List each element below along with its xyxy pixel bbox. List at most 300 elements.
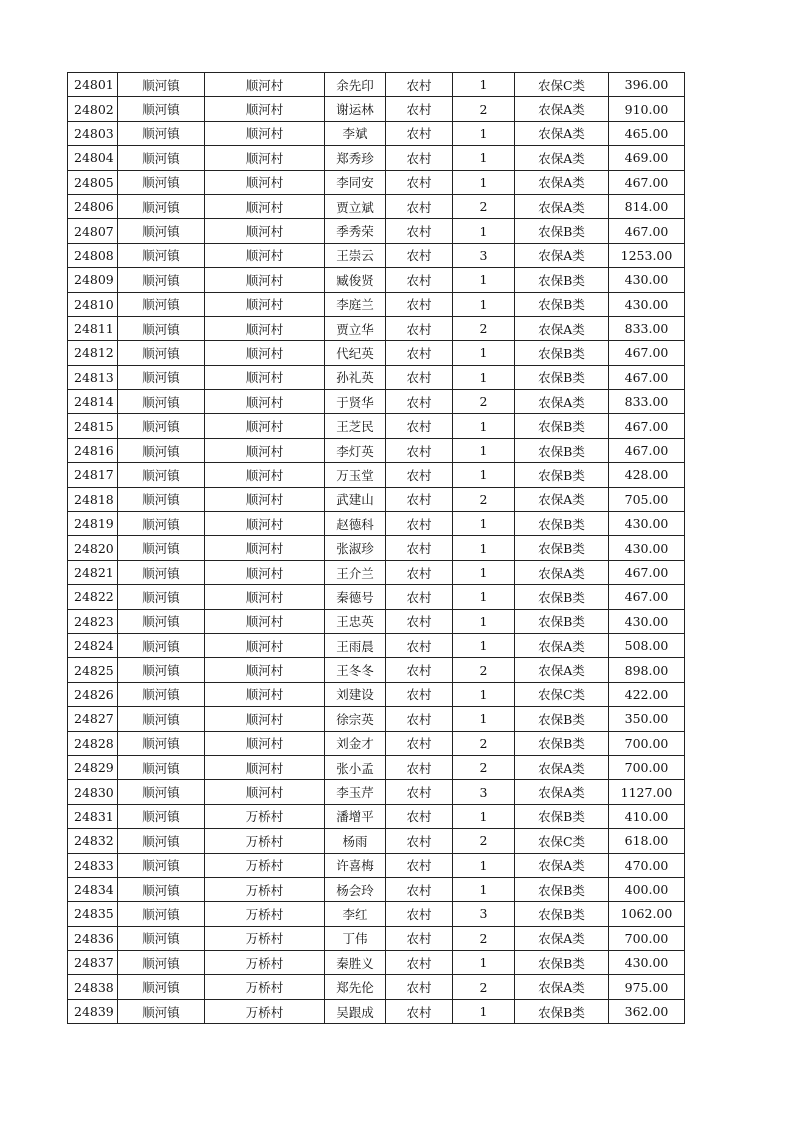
amount-cell: 833.00: [609, 390, 685, 414]
village-cell: 顺河村: [205, 243, 325, 267]
amount-cell: 705.00: [609, 487, 685, 511]
household-type-cell: 农村: [386, 633, 453, 657]
member-count-cell: 3: [453, 902, 515, 926]
town-cell: 顺河镇: [118, 341, 205, 365]
insurance-category-cell: 农保A类: [515, 121, 609, 145]
amount-cell: 410.00: [609, 804, 685, 828]
person-name-cell: 李红: [325, 902, 386, 926]
household-type-cell: 农村: [386, 853, 453, 877]
village-cell: 顺河村: [205, 658, 325, 682]
village-cell: 万桥村: [205, 975, 325, 999]
row-id-cell: 24815: [68, 414, 118, 438]
insurance-category-cell: 农保B类: [515, 707, 609, 731]
member-count-cell: 1: [453, 341, 515, 365]
town-cell: 顺河镇: [118, 243, 205, 267]
insurance-category-cell: 农保A类: [515, 926, 609, 950]
amount-cell: 428.00: [609, 463, 685, 487]
table-row: [68, 487, 685, 511]
member-count-cell: 1: [453, 853, 515, 877]
person-name-cell: 王崇云: [325, 243, 386, 267]
person-name-cell: 王忠英: [325, 609, 386, 633]
row-id-cell: 24830: [68, 780, 118, 804]
person-name-cell: 李玉芹: [325, 780, 386, 804]
amount-cell: 400.00: [609, 877, 685, 901]
table-row: [68, 268, 685, 292]
person-name-cell: 郑秀珍: [325, 146, 386, 170]
household-type-cell: 农村: [386, 975, 453, 999]
member-count-cell: 2: [453, 658, 515, 682]
household-type-cell: 农村: [386, 146, 453, 170]
person-name-cell: 秦胜义: [325, 951, 386, 975]
amount-cell: 362.00: [609, 999, 685, 1023]
household-type-cell: 农村: [386, 365, 453, 389]
amount-cell: 350.00: [609, 707, 685, 731]
household-type-cell: 农村: [386, 512, 453, 536]
household-type-cell: 农村: [386, 414, 453, 438]
household-type-cell: 农村: [386, 682, 453, 706]
amount-cell: 975.00: [609, 975, 685, 999]
household-type-cell: 农村: [386, 390, 453, 414]
row-id-cell: 24834: [68, 877, 118, 901]
row-id-cell: 24838: [68, 975, 118, 999]
member-count-cell: 1: [453, 585, 515, 609]
town-cell: 顺河镇: [118, 975, 205, 999]
person-name-cell: 臧俊贤: [325, 268, 386, 292]
village-cell: 顺河村: [205, 707, 325, 731]
member-count-cell: 1: [453, 707, 515, 731]
row-id-cell: 24832: [68, 829, 118, 853]
town-cell: 顺河镇: [118, 316, 205, 340]
person-name-cell: 万玉堂: [325, 463, 386, 487]
household-type-cell: 农村: [386, 829, 453, 853]
person-name-cell: 孙礼英: [325, 365, 386, 389]
village-cell: 顺河村: [205, 365, 325, 389]
town-cell: 顺河镇: [118, 877, 205, 901]
town-cell: 顺河镇: [118, 292, 205, 316]
row-id-cell: 24831: [68, 804, 118, 828]
table-row: [68, 560, 685, 584]
amount-cell: 508.00: [609, 633, 685, 657]
row-id-cell: 24828: [68, 731, 118, 755]
town-cell: 顺河镇: [118, 170, 205, 194]
row-id-cell: 24837: [68, 951, 118, 975]
village-cell: 顺河村: [205, 170, 325, 194]
member-count-cell: 1: [453, 219, 515, 243]
person-name-cell: 贾立斌: [325, 194, 386, 218]
row-id-cell: 24802: [68, 97, 118, 121]
amount-cell: 700.00: [609, 731, 685, 755]
amount-cell: 814.00: [609, 194, 685, 218]
person-name-cell: 徐宗英: [325, 707, 386, 731]
person-name-cell: 王冬冬: [325, 658, 386, 682]
member-count-cell: 1: [453, 951, 515, 975]
table-row: [68, 536, 685, 560]
row-id-cell: 24807: [68, 219, 118, 243]
person-name-cell: 郑先伦: [325, 975, 386, 999]
person-name-cell: 王芝民: [325, 414, 386, 438]
row-id-cell: 24821: [68, 560, 118, 584]
amount-cell: 1062.00: [609, 902, 685, 926]
member-count-cell: 1: [453, 121, 515, 145]
village-cell: 顺河村: [205, 731, 325, 755]
village-cell: 顺河村: [205, 560, 325, 584]
member-count-cell: 1: [453, 999, 515, 1023]
insurance-category-cell: 农保A类: [515, 560, 609, 584]
amount-cell: 465.00: [609, 121, 685, 145]
person-name-cell: 李斌: [325, 121, 386, 145]
table-row: [68, 951, 685, 975]
town-cell: 顺河镇: [118, 853, 205, 877]
row-id-cell: 24809: [68, 268, 118, 292]
person-name-cell: 李灯英: [325, 438, 386, 462]
row-id-cell: 24804: [68, 146, 118, 170]
person-name-cell: 于贤华: [325, 390, 386, 414]
amount-cell: 470.00: [609, 853, 685, 877]
town-cell: 顺河镇: [118, 731, 205, 755]
member-count-cell: 3: [453, 243, 515, 267]
village-cell: 顺河村: [205, 755, 325, 779]
insurance-category-cell: 农保B类: [515, 219, 609, 243]
town-cell: 顺河镇: [118, 268, 205, 292]
amount-cell: 467.00: [609, 341, 685, 365]
person-name-cell: 许喜梅: [325, 853, 386, 877]
table-row: [68, 73, 685, 97]
person-name-cell: 刘建设: [325, 682, 386, 706]
table-row: [68, 585, 685, 609]
household-type-cell: 农村: [386, 707, 453, 731]
row-id-cell: 24825: [68, 658, 118, 682]
insurance-category-cell: 农保A类: [515, 390, 609, 414]
row-id-cell: 24814: [68, 390, 118, 414]
household-type-cell: 农村: [386, 487, 453, 511]
household-type-cell: 农村: [386, 219, 453, 243]
person-name-cell: 杨会玲: [325, 877, 386, 901]
village-cell: 顺河村: [205, 512, 325, 536]
amount-cell: 618.00: [609, 829, 685, 853]
village-cell: 顺河村: [205, 146, 325, 170]
household-type-cell: 农村: [386, 536, 453, 560]
village-cell: 顺河村: [205, 463, 325, 487]
insurance-category-cell: 农保B类: [515, 512, 609, 536]
row-id-cell: 24818: [68, 487, 118, 511]
village-cell: 万桥村: [205, 804, 325, 828]
amount-cell: 396.00: [609, 73, 685, 97]
person-name-cell: 李庭兰: [325, 292, 386, 316]
person-name-cell: 季秀荣: [325, 219, 386, 243]
amount-cell: 910.00: [609, 97, 685, 121]
household-type-cell: 农村: [386, 780, 453, 804]
amount-cell: 1253.00: [609, 243, 685, 267]
village-cell: 顺河村: [205, 682, 325, 706]
insurance-category-cell: 农保A类: [515, 975, 609, 999]
town-cell: 顺河镇: [118, 390, 205, 414]
household-type-cell: 农村: [386, 902, 453, 926]
village-cell: 顺河村: [205, 194, 325, 218]
person-name-cell: 李同安: [325, 170, 386, 194]
member-count-cell: 1: [453, 438, 515, 462]
member-count-cell: 1: [453, 609, 515, 633]
village-cell: 顺河村: [205, 73, 325, 97]
town-cell: 顺河镇: [118, 755, 205, 779]
person-name-cell: 赵德科: [325, 512, 386, 536]
town-cell: 顺河镇: [118, 512, 205, 536]
amount-cell: 467.00: [609, 365, 685, 389]
insurance-category-cell: 农保B类: [515, 999, 609, 1023]
data-table: [67, 72, 685, 1024]
person-name-cell: 王雨晨: [325, 633, 386, 657]
table-row: [68, 219, 685, 243]
insurance-category-cell: 农保C类: [515, 682, 609, 706]
insurance-category-cell: 农保B类: [515, 414, 609, 438]
insurance-category-cell: 农保B类: [515, 463, 609, 487]
member-count-cell: 1: [453, 536, 515, 560]
person-name-cell: 杨雨: [325, 829, 386, 853]
row-id-cell: 24801: [68, 73, 118, 97]
town-cell: 顺河镇: [118, 414, 205, 438]
town-cell: 顺河镇: [118, 73, 205, 97]
amount-cell: 467.00: [609, 438, 685, 462]
row-id-cell: 24812: [68, 341, 118, 365]
town-cell: 顺河镇: [118, 487, 205, 511]
insurance-category-cell: 农保C类: [515, 73, 609, 97]
insurance-category-cell: 农保B类: [515, 902, 609, 926]
household-type-cell: 农村: [386, 877, 453, 901]
amount-cell: 467.00: [609, 414, 685, 438]
amount-cell: 430.00: [609, 609, 685, 633]
insurance-category-cell: 农保A类: [515, 755, 609, 779]
village-cell: 顺河村: [205, 633, 325, 657]
village-cell: 顺河村: [205, 292, 325, 316]
table-row: [68, 194, 685, 218]
row-id-cell: 24823: [68, 609, 118, 633]
table-row: [68, 414, 685, 438]
insurance-category-cell: 农保C类: [515, 829, 609, 853]
household-type-cell: 农村: [386, 926, 453, 950]
row-id-cell: 24826: [68, 682, 118, 706]
member-count-cell: 1: [453, 268, 515, 292]
person-name-cell: 刘金才: [325, 731, 386, 755]
member-count-cell: 1: [453, 146, 515, 170]
household-type-cell: 农村: [386, 658, 453, 682]
village-cell: 顺河村: [205, 97, 325, 121]
amount-cell: 898.00: [609, 658, 685, 682]
table-row: [68, 438, 685, 462]
member-count-cell: 1: [453, 292, 515, 316]
village-cell: 顺河村: [205, 414, 325, 438]
member-count-cell: 1: [453, 512, 515, 536]
table-row: [68, 780, 685, 804]
village-cell: 万桥村: [205, 853, 325, 877]
row-id-cell: 24811: [68, 316, 118, 340]
town-cell: 顺河镇: [118, 926, 205, 950]
row-id-cell: 24805: [68, 170, 118, 194]
insurance-category-cell: 农保B类: [515, 341, 609, 365]
village-cell: 顺河村: [205, 487, 325, 511]
member-count-cell: 2: [453, 194, 515, 218]
insurance-category-cell: 农保A类: [515, 243, 609, 267]
member-count-cell: 2: [453, 390, 515, 414]
insurance-category-cell: 农保A类: [515, 780, 609, 804]
town-cell: 顺河镇: [118, 829, 205, 853]
village-cell: 顺河村: [205, 609, 325, 633]
table-row: [68, 804, 685, 828]
row-id-cell: 24806: [68, 194, 118, 218]
row-id-cell: 24813: [68, 365, 118, 389]
town-cell: 顺河镇: [118, 365, 205, 389]
town-cell: 顺河镇: [118, 999, 205, 1023]
household-type-cell: 农村: [386, 731, 453, 755]
amount-cell: 700.00: [609, 926, 685, 950]
table-row: [68, 170, 685, 194]
amount-cell: 1127.00: [609, 780, 685, 804]
member-count-cell: 1: [453, 633, 515, 657]
member-count-cell: 1: [453, 560, 515, 584]
table-row: [68, 341, 685, 365]
row-id-cell: 24829: [68, 755, 118, 779]
village-cell: 顺河村: [205, 780, 325, 804]
amount-cell: 430.00: [609, 292, 685, 316]
member-count-cell: 2: [453, 97, 515, 121]
town-cell: 顺河镇: [118, 463, 205, 487]
table-row: [68, 609, 685, 633]
row-id-cell: 24833: [68, 853, 118, 877]
amount-cell: 430.00: [609, 951, 685, 975]
insurance-category-cell: 农保A类: [515, 170, 609, 194]
insurance-category-cell: 农保A类: [515, 194, 609, 218]
village-cell: 顺河村: [205, 316, 325, 340]
person-name-cell: 张小孟: [325, 755, 386, 779]
member-count-cell: 3: [453, 780, 515, 804]
insurance-category-cell: 农保B类: [515, 877, 609, 901]
village-cell: 万桥村: [205, 999, 325, 1023]
village-cell: 顺河村: [205, 536, 325, 560]
household-type-cell: 农村: [386, 341, 453, 365]
table-row: [68, 829, 685, 853]
household-type-cell: 农村: [386, 438, 453, 462]
village-cell: 顺河村: [205, 219, 325, 243]
town-cell: 顺河镇: [118, 560, 205, 584]
row-id-cell: 24839: [68, 999, 118, 1023]
member-count-cell: 1: [453, 170, 515, 194]
village-cell: 万桥村: [205, 926, 325, 950]
person-name-cell: 余先印: [325, 73, 386, 97]
village-cell: 顺河村: [205, 585, 325, 609]
member-count-cell: 1: [453, 365, 515, 389]
insurance-category-cell: 农保A类: [515, 658, 609, 682]
town-cell: 顺河镇: [118, 902, 205, 926]
insurance-category-cell: 农保A类: [515, 146, 609, 170]
village-cell: 顺河村: [205, 438, 325, 462]
row-id-cell: 24835: [68, 902, 118, 926]
member-count-cell: 1: [453, 877, 515, 901]
table-row: [68, 121, 685, 145]
town-cell: 顺河镇: [118, 97, 205, 121]
village-cell: 顺河村: [205, 268, 325, 292]
household-type-cell: 农村: [386, 755, 453, 779]
amount-cell: 467.00: [609, 170, 685, 194]
member-count-cell: 2: [453, 926, 515, 950]
member-count-cell: 2: [453, 316, 515, 340]
town-cell: 顺河镇: [118, 780, 205, 804]
person-name-cell: 谢运林: [325, 97, 386, 121]
household-type-cell: 农村: [386, 268, 453, 292]
town-cell: 顺河镇: [118, 951, 205, 975]
member-count-cell: 1: [453, 804, 515, 828]
amount-cell: 422.00: [609, 682, 685, 706]
table-row: [68, 390, 685, 414]
table-row: [68, 682, 685, 706]
town-cell: 顺河镇: [118, 146, 205, 170]
insurance-category-cell: 农保A类: [515, 97, 609, 121]
row-id-cell: 24836: [68, 926, 118, 950]
household-type-cell: 农村: [386, 316, 453, 340]
member-count-cell: 1: [453, 682, 515, 706]
village-cell: 顺河村: [205, 121, 325, 145]
town-cell: 顺河镇: [118, 121, 205, 145]
row-id-cell: 24819: [68, 512, 118, 536]
village-cell: 万桥村: [205, 877, 325, 901]
table-row: [68, 146, 685, 170]
person-name-cell: 王介兰: [325, 560, 386, 584]
town-cell: 顺河镇: [118, 682, 205, 706]
village-cell: 万桥村: [205, 902, 325, 926]
table-row: [68, 853, 685, 877]
household-type-cell: 农村: [386, 73, 453, 97]
table-row: [68, 755, 685, 779]
town-cell: 顺河镇: [118, 804, 205, 828]
row-id-cell: 24810: [68, 292, 118, 316]
household-type-cell: 农村: [386, 999, 453, 1023]
household-type-cell: 农村: [386, 170, 453, 194]
town-cell: 顺河镇: [118, 658, 205, 682]
insurance-category-cell: 农保B类: [515, 951, 609, 975]
person-name-cell: 贾立华: [325, 316, 386, 340]
town-cell: 顺河镇: [118, 609, 205, 633]
household-type-cell: 农村: [386, 463, 453, 487]
member-count-cell: 2: [453, 731, 515, 755]
person-name-cell: 张淑珍: [325, 536, 386, 560]
person-name-cell: 吴跟成: [325, 999, 386, 1023]
amount-cell: 700.00: [609, 755, 685, 779]
member-count-cell: 2: [453, 975, 515, 999]
household-type-cell: 农村: [386, 951, 453, 975]
insurance-category-cell: 农保B类: [515, 268, 609, 292]
member-count-cell: 2: [453, 829, 515, 853]
household-type-cell: 农村: [386, 560, 453, 584]
insurance-category-cell: 农保B类: [515, 609, 609, 633]
table-row: [68, 877, 685, 901]
town-cell: 顺河镇: [118, 438, 205, 462]
person-name-cell: 潘增平: [325, 804, 386, 828]
household-type-cell: 农村: [386, 609, 453, 633]
row-id-cell: 24816: [68, 438, 118, 462]
table-row: [68, 512, 685, 536]
household-type-cell: 农村: [386, 121, 453, 145]
amount-cell: 430.00: [609, 512, 685, 536]
insurance-category-cell: 农保A类: [515, 853, 609, 877]
amount-cell: 469.00: [609, 146, 685, 170]
insurance-category-cell: 农保B类: [515, 438, 609, 462]
insurance-category-cell: 农保B类: [515, 536, 609, 560]
table-row: [68, 243, 685, 267]
person-name-cell: 武建山: [325, 487, 386, 511]
row-id-cell: 24820: [68, 536, 118, 560]
table-row: [68, 316, 685, 340]
row-id-cell: 24817: [68, 463, 118, 487]
row-id-cell: 24803: [68, 121, 118, 145]
table-row: [68, 97, 685, 121]
member-count-cell: 2: [453, 755, 515, 779]
